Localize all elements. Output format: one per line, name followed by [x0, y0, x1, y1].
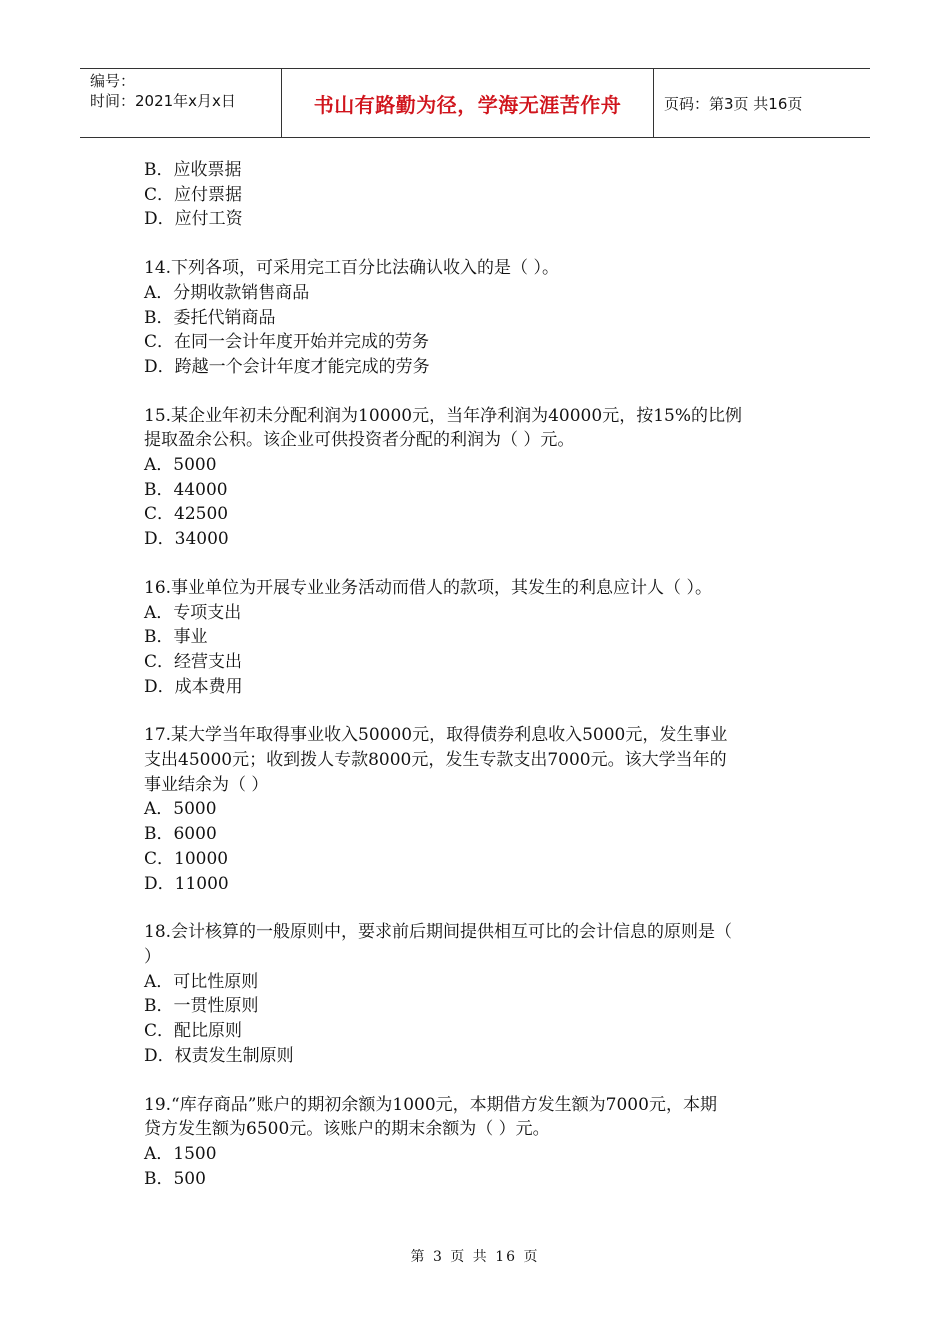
question-text: 15.某企业年初未分配利润为10000元，当年净利润为40000元，按15%的比例 — [144, 405, 742, 426]
question-item — [144, 158, 824, 232]
option-line: D．应付工资 — [144, 209, 243, 230]
question-text: ） — [144, 946, 161, 967]
option-line: D．34000 — [144, 529, 229, 550]
option-line: C．配比原则 — [144, 1021, 243, 1042]
document-header — [80, 68, 870, 138]
question-text: 18.会计核算的一般原则中，要求前后期间提供相互可比的会计信息的原则是（ — [144, 922, 733, 943]
option-line: A．5000 — [144, 455, 217, 476]
question-item — [144, 576, 824, 700]
question-text: 支出45000元；收到拨人专款8000元，发生专款支出7000元。该大学当年的 — [144, 750, 727, 771]
option-line: B．应收票据 — [144, 160, 242, 180]
option-line: B．44000 — [144, 479, 228, 500]
option-line: B．500 — [144, 1168, 206, 1189]
option-line: A．5000 — [144, 799, 217, 820]
question-text: 17.某大学当年取得事业收入50000元，取得债券利息收入5000元，发生事业 — [144, 725, 728, 746]
option-line: C．42500 — [144, 504, 229, 525]
date-label: 时间：2021年x月x日 — [90, 92, 236, 110]
option-line: A．1500 — [144, 1143, 217, 1164]
question-item — [144, 1093, 824, 1192]
header-motto: 书山有路勤为径，学海无涯苦作舟 — [282, 69, 654, 137]
option-line: C．10000 — [144, 848, 229, 869]
question-text: 贷方发生额为6500元。该账户的期末余额为（ ）元。 — [144, 1119, 550, 1140]
option-line: B．一贯性原则 — [144, 996, 259, 1017]
question-item — [144, 920, 824, 1068]
header-meta — [80, 69, 282, 137]
question-item — [144, 256, 824, 380]
header-page-info: 页码：第3页 共16页 — [664, 94, 803, 113]
option-line: C．在同一会计年度开始并完成的劳务 — [144, 332, 430, 353]
option-line: D．权责发生制原则 — [144, 1045, 294, 1066]
serial-number-label: 编号： — [90, 72, 136, 90]
option-line: C．经营支出 — [144, 651, 243, 672]
question-item — [144, 723, 824, 896]
option-line: B．6000 — [144, 824, 217, 845]
question-text: 事业结余为（ ） — [144, 774, 269, 795]
question-list — [144, 158, 824, 1191]
option-line: A．专项支出 — [144, 602, 242, 623]
option-line: D．跨越一个会计年度才能完成的劳务 — [144, 356, 430, 377]
question-text: 14.下列各项，可采用完工百分比法确认收入的是（ ）。 — [144, 258, 559, 279]
option-line: A．可比性原则 — [144, 971, 259, 992]
question-text: 提取盈余公积。该企业可供投资者分配的利润为（ ）元。 — [144, 430, 575, 451]
page-footer: 第 3 页 共 16 页 — [410, 1249, 540, 1265]
question-text: 16.事业单位为开展专业业务活动而借人的款项，其发生的利息应计人（ ）。 — [144, 577, 712, 598]
option-line: B．事业 — [144, 627, 208, 648]
question-text: 19.“库存商品”账户的期初余额为1000元，本期借方发生额为7000元，本期 — [144, 1094, 717, 1115]
option-line: A．分期收款销售商品 — [144, 282, 310, 303]
option-line: D．11000 — [144, 873, 229, 894]
option-line: C．应付票据 — [144, 184, 243, 205]
option-line: B．委托代销商品 — [144, 307, 276, 328]
option-line: D．成本费用 — [144, 676, 243, 697]
question-item — [144, 404, 824, 552]
